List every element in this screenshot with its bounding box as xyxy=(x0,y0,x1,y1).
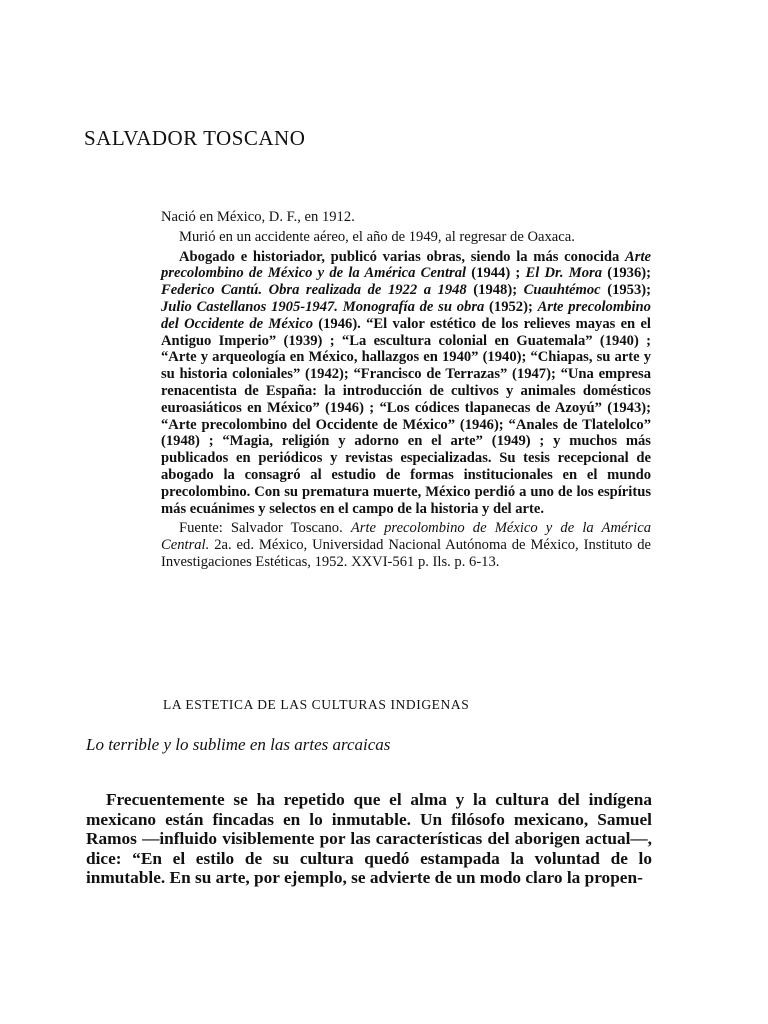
bio-works-seg: (1953); xyxy=(600,282,651,299)
bio-works xyxy=(161,249,651,518)
bio-died: Murió en un accidente aéreo, el año de 1949, al regresar de Oaxaca. xyxy=(179,228,575,245)
bio-works-intro: Abogado e historiador, publicó varias obras, siendo la más conocida xyxy=(179,248,626,265)
author-heading: SALVADOR TOSCANO xyxy=(84,126,306,150)
bio-source-title: Arte precolombino de México y de la América Central. xyxy=(161,520,651,554)
bio-works-seg: (1948); xyxy=(466,282,524,299)
bio-source-label: Fuente: Salvador Toscano. xyxy=(179,520,351,537)
bio-source xyxy=(161,520,651,570)
bio-work-title: El Dr. Mora xyxy=(525,265,603,282)
bio-born: Nació en México, D. F., en 1912. xyxy=(161,209,355,225)
bio-works-seg: (1936); xyxy=(602,265,651,282)
biography-block xyxy=(161,209,651,574)
section-title: LA ESTETICA DE LAS CULTURAS INDIGENAS xyxy=(163,697,470,712)
bio-work-title: Arte precolombino del Occidente de México xyxy=(161,298,651,332)
bio-works-rest: (1946). “El valor estético de los relieves mayas en el Antiguo Imperio” (1939) ; “La escultura colonial en Guatemala” (1940) ; “Arte y arqueología en México, hallazgos en 1940” (1940); “Chiapas, su arte y su historia coloniales” (1942); “Francisco de Terrazas” (1947); “Una empresa renacentista de España: la introducción de cultivos y animales domésticos euroasiáticos en México” (1946) ; “Los códices tlapanecas de Azoyú” (1943); “Arte precolombino del Occidente de México” (1946); “Anales de Tlatelolco” (1948) ; “Magia, religión y adorno en el arte” (1949) ; y muchos más publicados en periódicos y revistas especializadas. Su tesis recepcional de abogado la consagró al estudio de formas institucionales en el mundo precolombino. Con su prematura muerte, México perdió a uno de los espíritus más ecuánimes y selectos en el campo de la historia y del arte. xyxy=(161,315,651,517)
subsection-title: Lo terrible y lo sublime en las artes arcaicas xyxy=(86,735,391,754)
bio-work-title: Arte precolombino de México y de la América Central xyxy=(161,248,651,282)
bio-work-title: Julio Castellanos 1905-1947. Monografía de su obra xyxy=(161,298,485,315)
body-paragraph: Frecuentemente se ha repetido que el alma y la cultura del indígena mexicano están fincadas en lo inmutable. Un filósofo mexicano, Samuel Ramos —influido visiblemente por las características del aborigen actual—, dice: “En el estilo de su cultura quedó estampada la voluntad de lo inmutable. En su arte, por ejemplo, se advierte de un modo claro la propen- xyxy=(86,790,652,888)
bio-works-seg: (1952); xyxy=(484,298,538,315)
bio-work-title: Federico Cantú. Obra realizada de 1922 a 1948 xyxy=(161,282,467,299)
bio-works-seg: (1944) ; xyxy=(466,265,526,282)
bio-work-title: Cuauhtémoc xyxy=(523,282,601,299)
bio-source-rest: 2a. ed. México, Universidad Nacional Autónoma de México, Instituto de Investigaciones Estéticas, 1952. XXVI-561 p. Ils. p. 6-13. xyxy=(161,537,651,570)
